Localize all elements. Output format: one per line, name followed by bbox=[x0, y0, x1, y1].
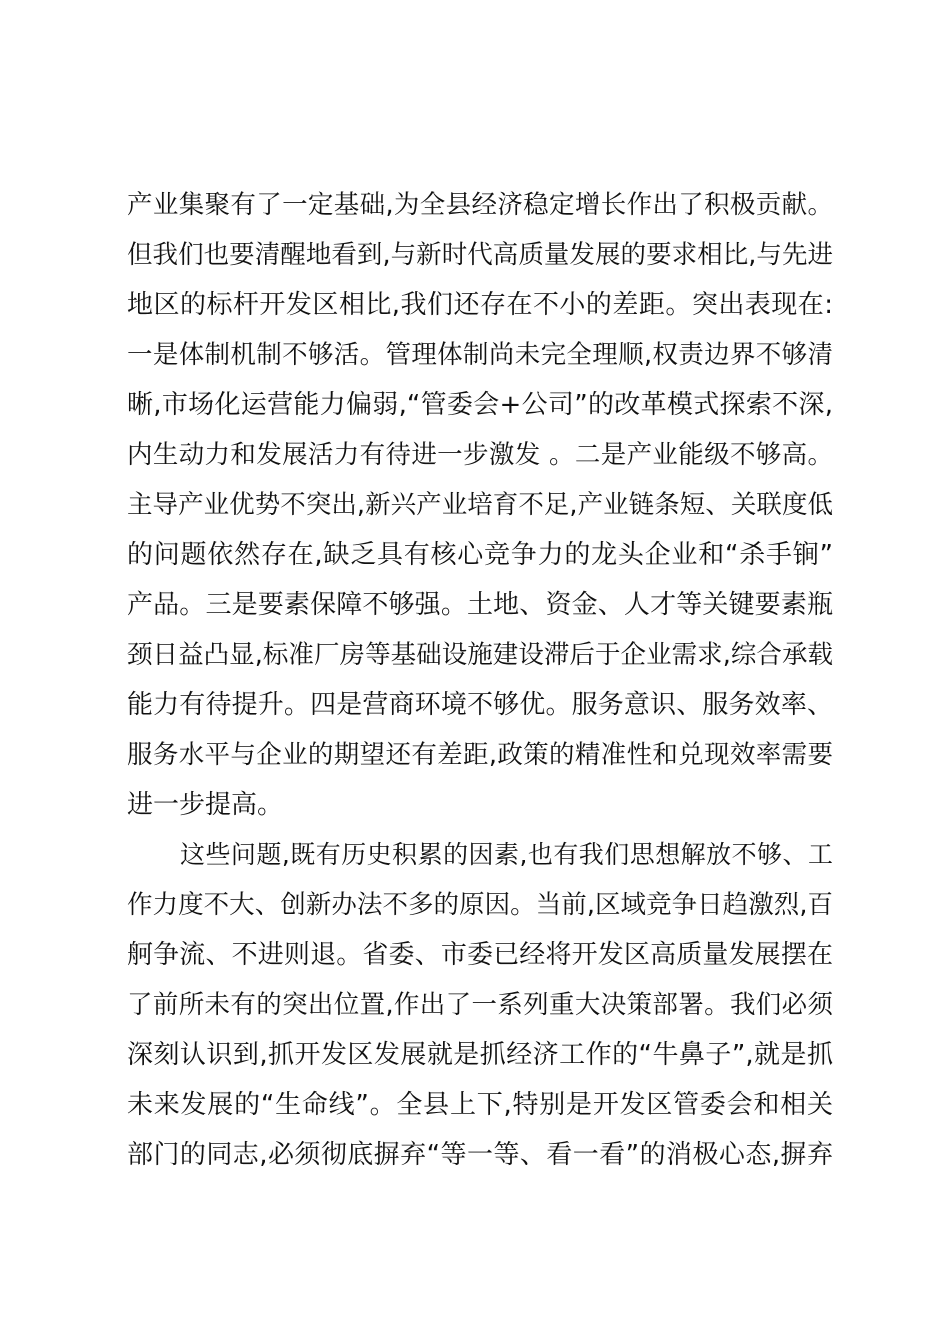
text-line: 晰,市场化运营能力偏弱,“管委会+公司”的改革模式探索不深, bbox=[127, 390, 833, 420]
text-line: 服务水平与企业的期望还有差距,政策的精准性和兑现效率需要 bbox=[127, 740, 833, 770]
text-line: 颈日益凸显,标准厂房等基础设施建设滞后于企业需求,综合承载 bbox=[127, 640, 833, 670]
text-line: 产品。三是要素保障不够强。土地、资金、人才等关键要素瓶 bbox=[127, 590, 833, 620]
text-line: 产业集聚有了一定基础,为全县经济稳定增长作出了积极贡献。 bbox=[127, 190, 833, 220]
text-line: 深刻认识到,抓开发区发展就是抓经济工作的“牛鼻子”,就是抓 bbox=[127, 1040, 833, 1070]
text-line: 一是体制机制不够活。管理体制尚未完全理顺,权责边界不够清 bbox=[127, 340, 833, 370]
text-line: 的问题依然存在,缺乏具有核心竞争力的龙头企业和“杀手锏” bbox=[127, 540, 833, 570]
text-line: 部门的同志,必须彻底摒弃“等一等、看一看”的消极心态,摒弃 bbox=[127, 1140, 833, 1170]
text-line: 但我们也要清醒地看到,与新时代高质量发展的要求相比,与先进 bbox=[127, 240, 833, 270]
text-line: 了前所未有的突出位置,作出了一系列重大决策部署。我们必须 bbox=[127, 990, 833, 1020]
text-line: 能力有待提升。四是营商环境不够优。服务意识、服务效率、 bbox=[127, 690, 833, 720]
text-line: 进一步提高。 bbox=[127, 790, 284, 820]
text-line: 这些问题,既有历史积累的因素,也有我们思想解放不够、工 bbox=[180, 840, 833, 869]
text-line: 内生动力和发展活力有待进一步激发 。二是产业能级不够高。 bbox=[127, 440, 833, 470]
text-line: 主导产业优势不突出,新兴产业培育不足,产业链条短、关联度低 bbox=[127, 490, 833, 520]
text-line: 舸争流、不进则退。省委、市委已经将开发区高质量发展摆在 bbox=[127, 940, 833, 970]
text-line: 未来发展的“生命线”。全县上下,特别是开发区管委会和相关 bbox=[127, 1090, 833, 1120]
text-line: 作力度不大、创新办法不多的原因。当前,区域竞争日趋激烈,百 bbox=[127, 890, 833, 920]
text-line: 地区的标杆开发区相比,我们还存在不小的差距。突出表现在: bbox=[127, 290, 833, 320]
